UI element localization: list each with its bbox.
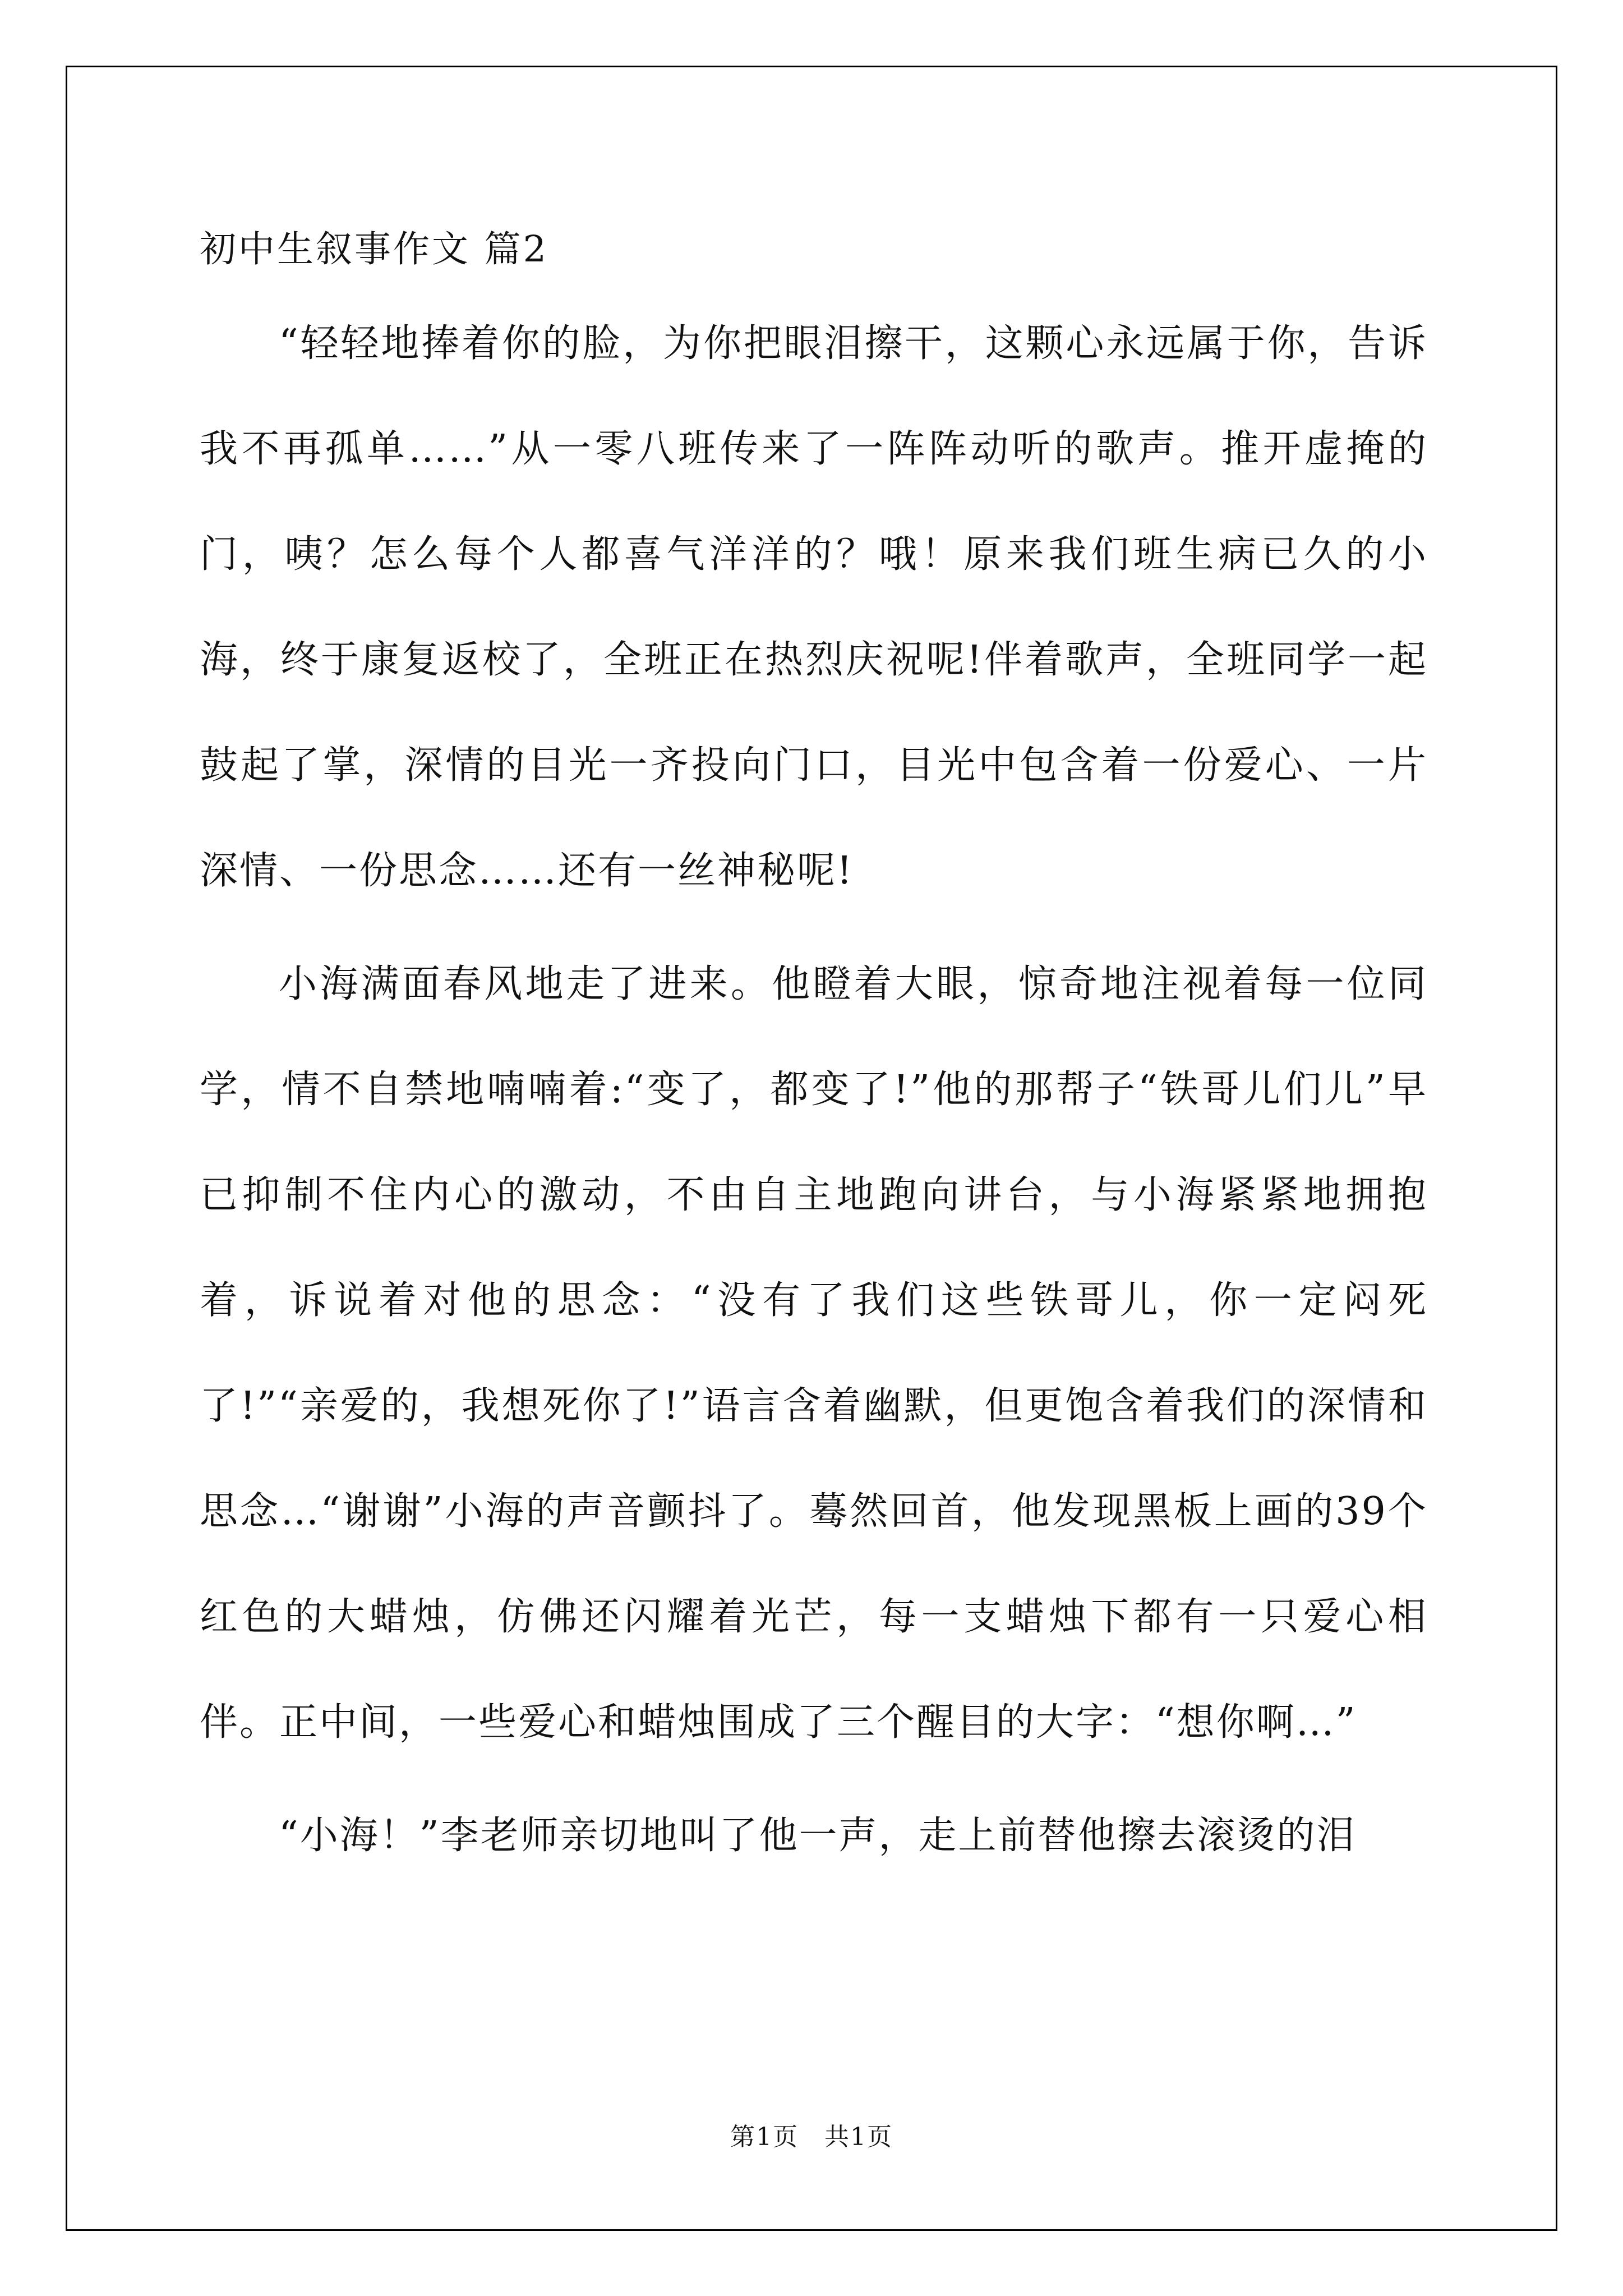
paragraph-1: “轻轻地捧着你的脸，为你把眼泪擦干，这颗心永远属于你，告诉我不再孤单……”从一零八班传来了一阵阵动听的歌声。推开虚掩的门，咦？怎么每个人都喜气洋洋的？哦！原来我们班生病已久的小海，终于康复返校了，全班正在热烈庆祝呢!伴着歌声，全班同学一起鼓起了掌，深情的目光一齐投向门口，目光中包含着一份爱心、一片深情、一份思念……还有一丝神秘呢! xyxy=(200,321,1428,893)
page-number-footer: 第1页 共1页 xyxy=(730,2123,893,2151)
document-title: 初中生叙事作文 篇2 xyxy=(200,228,549,270)
paragraph-2: 小海满面春风地走了进来。他瞪着大眼，惊奇地注视着每一位同学，情不自禁地喃喃着:“变了，都变了!”他的那帮子“铁哥儿们儿”早已抑制不住内心的激动，不由自主地跑向讲台，与小海紧紧地拥抱着，诉说着对他的思念：“没有了我们这些铁哥儿，你一定闷死了!”“亲爱的，我想死你了!”语言含着幽默，但更饱含着我们的深情和思念…“谢谢”小海的声音颤抖了。蓦然回首，他发现黑板上画的39个红色的大蜡烛，仿佛还闪耀着光芒，每一支蜡烛下都有一只爱心相伴。正中间，一些爱心和蜡烛围成了三个醒目的大字：“想你啊…” xyxy=(200,962,1428,1745)
paragraph-3: “小海！”李老师亲切地叫了他一声，走上前替他擦去滚烫的泪 xyxy=(279,1814,1357,1858)
document-body xyxy=(200,222,1428,1889)
